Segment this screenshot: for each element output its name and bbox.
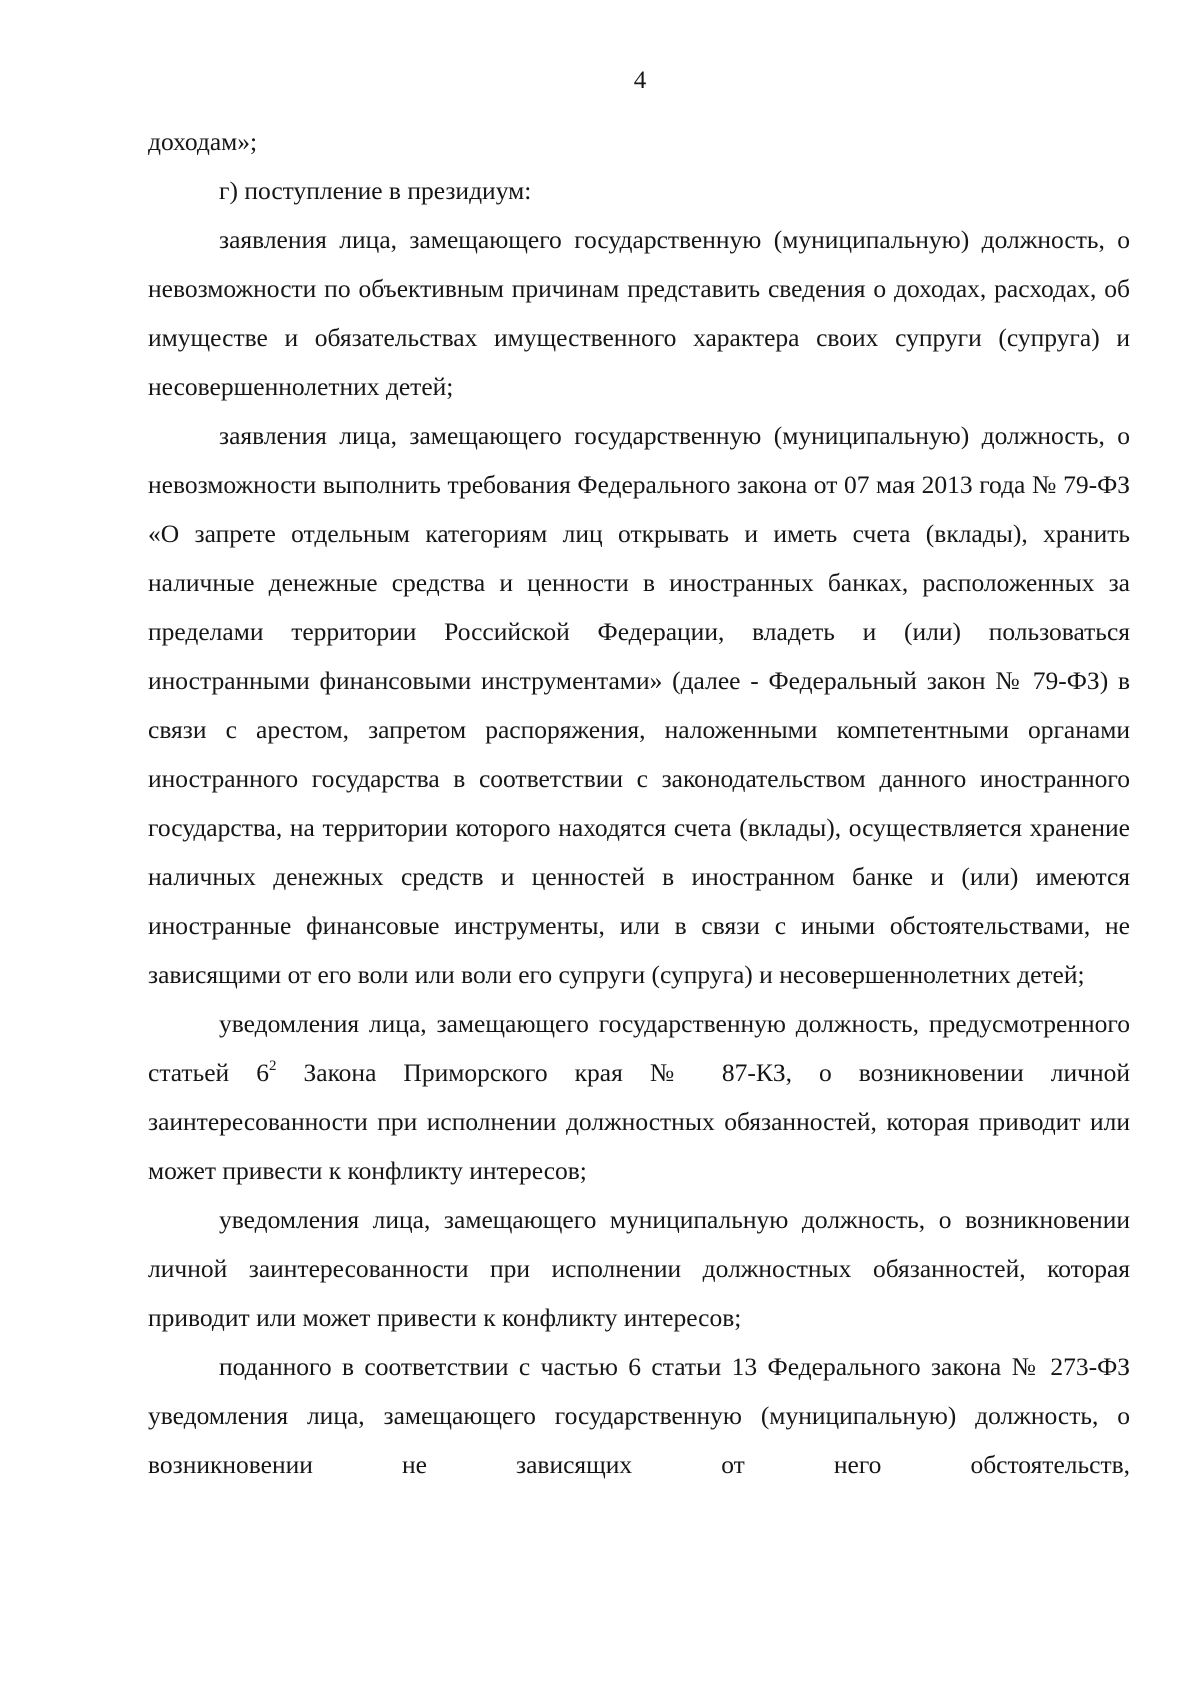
article-superscript: 2 bbox=[268, 1057, 277, 1074]
page-number: 4 bbox=[633, 67, 647, 94]
paragraph-notice-273fz: поданного в соответствии с частью 6 статьи 13 Федерального закона № 273-ФЗ уведомления лица, замещающего государственную (муниципальную) должность, о возникновении не зависящих от него обстоятельств, bbox=[148, 1352, 1130, 1479]
paragraph-subitem-g: г) поступление в президиум: bbox=[219, 176, 532, 205]
paragraph-continuation: доходам»; bbox=[148, 127, 258, 156]
paragraph-notice-municipal-official: уведомления лица, замещающего муниципальную должность, о возникновении личной заинтересованности при исполнении должностных обязанностей, которая приводит или может привести к конфликту интересов; bbox=[148, 1205, 1130, 1332]
paragraph-statement-impossibility-income: заявления лица, замещающего государственную (муниципальную) должность, о невозможности по объективным причинам представить сведения о доходах, расходах, об имуществе и обязательствах имущественного характера своих супруги (супруга) и несовершеннолетних детей; bbox=[148, 225, 1130, 401]
notice-text-after: Закона Приморского края № 87-КЗ, о возникновении личной заинтересованности при исполнении должностных обязанностей, которая приводит или может привести к конфликту интересов; bbox=[148, 1058, 1130, 1185]
notice-text-before: уведомления лица, замещающего государственную должность, предусмотренного статьей 6 bbox=[148, 1009, 1130, 1087]
paragraph-notice-state-official bbox=[148, 999, 1130, 1195]
document-body bbox=[148, 117, 1130, 1489]
paragraph-statement-impossibility-79fz: заявления лица, замещающего государственную (муниципальную) должность, о невозможности выполнить требования Федерального закона от 07 мая 2013 года № 79-ФЗ «О запрете отдельным категориям лиц открывать и иметь счета (вклады), хранить наличные денежные средства и ценности в иностранных банках, расположенных за пределами территории Российской Федерации, владеть и (или) пользоваться иностранными финансовыми инструментами» (далее - Федеральный закон № 79-ФЗ) в связи с арестом, запретом распоряжения, наложенными компетентными органами иностранного государства в соответствии с законодательством данного иностранного государства, на территории которого находятся счета (вклады), осуществляется хранение наличных денежных средств и ценностей в иностранном банке и (или) имеются иностранные финансовые инструменты, или в связи с иными обстоятельствами, не зависящими от его воли или воли его супруги (супруга) и несовершеннолетних детей; bbox=[148, 421, 1130, 989]
